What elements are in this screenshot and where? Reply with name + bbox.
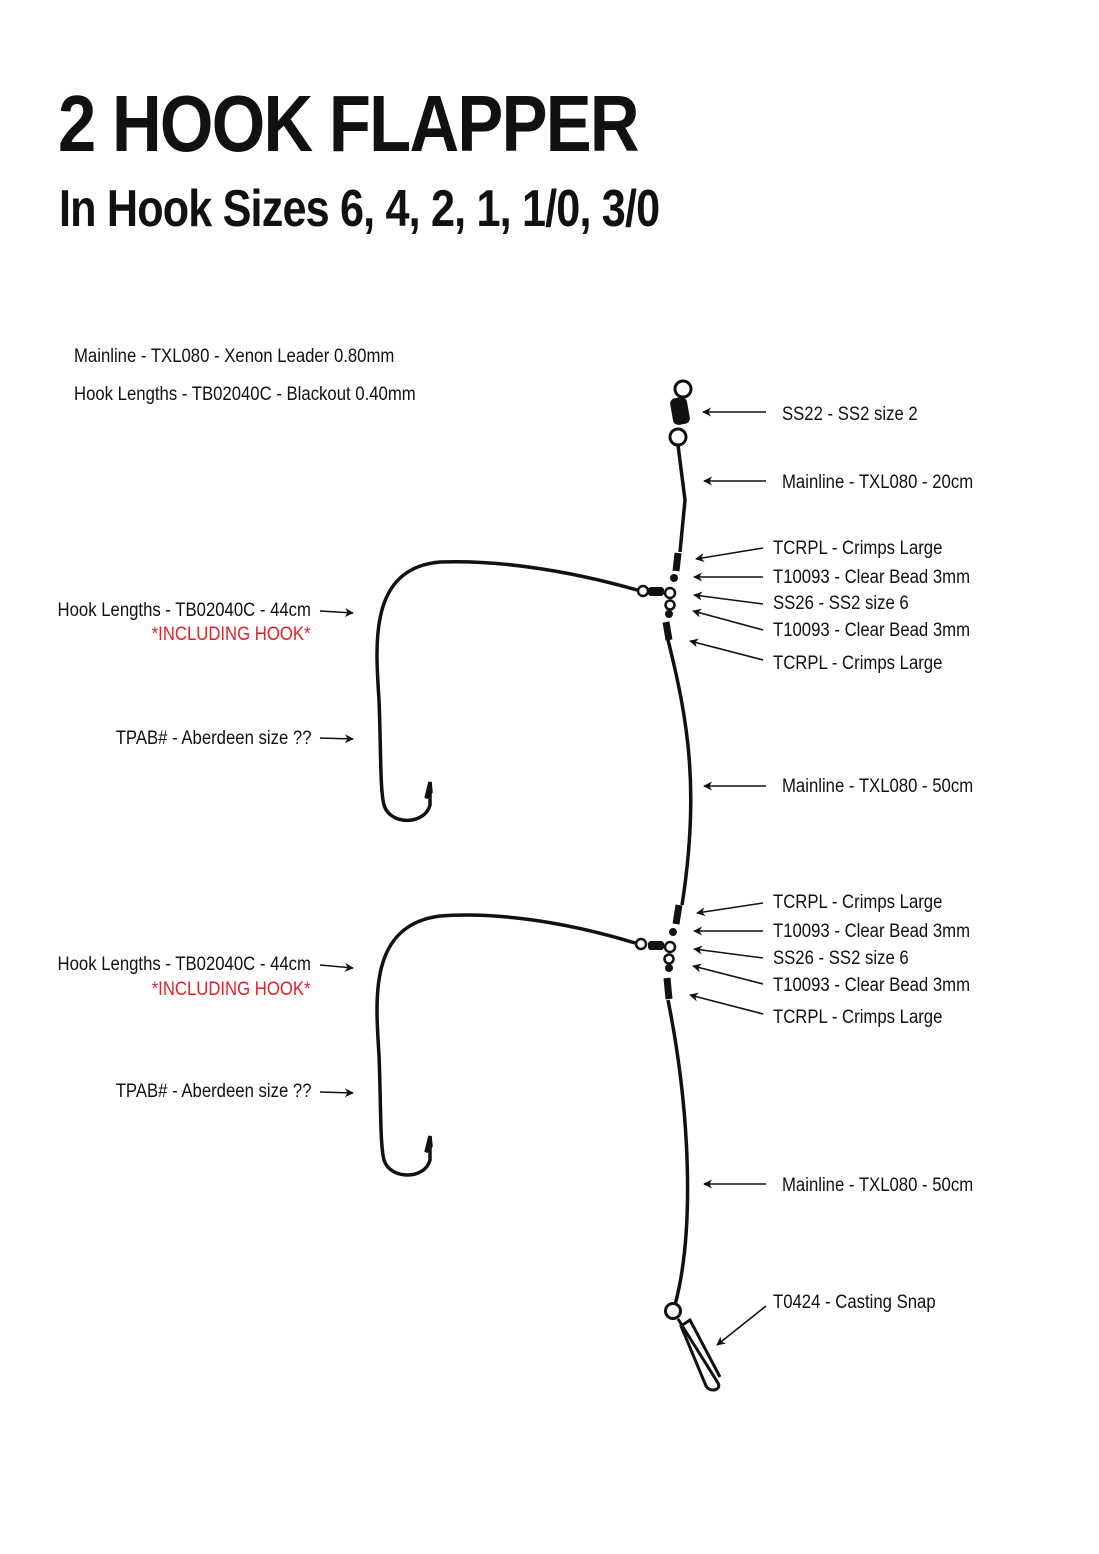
- label-c1-bead-top: T10093 - Clear Bead 3mm: [773, 567, 971, 588]
- label-top-swivel: SS22 - SS2 size 2: [782, 404, 918, 425]
- label-c2-crimp-top: TCRPL - Crimps Large: [773, 892, 943, 913]
- arrow-branch1-hook-length: [320, 611, 353, 613]
- mainline-middle: [668, 640, 691, 905]
- hook-length-1: [377, 562, 637, 821]
- label-branch1-including: *INCLUDING HOOK*: [152, 624, 311, 645]
- label-branch2-including: *INCLUDING HOOK*: [152, 979, 311, 1000]
- arrow-branch2-hook: [320, 1092, 353, 1093]
- label-c2-bead-bottom: T10093 - Clear Bead 3mm: [773, 975, 971, 996]
- label-branch1-hook: TPAB# - Aberdeen size ??: [115, 728, 311, 749]
- label-branch2-hook: TPAB# - Aberdeen size ??: [115, 1081, 311, 1102]
- arrow-c1-swivel: [694, 595, 763, 604]
- pointer-arrows: [320, 412, 766, 1345]
- arrow-c2-swivel: [694, 949, 763, 958]
- info-mainline: Mainline - TXL080 - Xenon Leader 0.80mm: [74, 346, 395, 367]
- label-c1-swivel: SS26 - SS2 size 6: [773, 593, 909, 614]
- label-mid-mainline: Mainline - TXL080 - 50cm: [782, 776, 974, 797]
- label-bottom-mainline: Mainline - TXL080 - 50cm: [782, 1175, 974, 1196]
- arrow-c1-crimp-top: [696, 548, 763, 559]
- cluster1-bead-bottom: [665, 610, 673, 618]
- arrow-branch2-hook-length: [320, 965, 353, 968]
- cluster2-swivel-body: [648, 941, 664, 950]
- page-title: 2 HOOK FLAPPER: [58, 79, 638, 168]
- cluster1-swivel-body: [648, 587, 664, 596]
- page-subtitle: In Hook Sizes 6, 4, 2, 1, 1/0, 3/0: [59, 180, 660, 238]
- arrow-c2-bead-bottom: [693, 966, 763, 984]
- hook-length-2: [377, 915, 635, 1175]
- label-c1-crimp-top: TCRPL - Crimps Large: [773, 538, 943, 559]
- casting-snap: [666, 1304, 721, 1390]
- label-c1-crimp-bottom: TCRPL - Crimps Large: [773, 653, 943, 674]
- cluster1-components: [638, 553, 678, 640]
- cluster1-crimp-top: [676, 553, 678, 571]
- label-top-mainline: Mainline - TXL080 - 20cm: [782, 472, 974, 493]
- arrow-c1-bead-bottom: [693, 611, 763, 630]
- arrow-c1-crimp-bottom: [690, 641, 763, 660]
- mainline-top: [678, 445, 685, 552]
- cluster1-bead-top: [670, 574, 678, 582]
- label-branch2-hook-length: Hook Lengths - TB02040C - 44cm: [57, 954, 311, 975]
- label-c2-crimp-bottom: TCRPL - Crimps Large: [773, 1007, 943, 1028]
- label-c1-bead-bottom: T10093 - Clear Bead 3mm: [773, 620, 971, 641]
- cluster2-bead-top: [669, 928, 677, 936]
- mainline-bottom: [668, 1000, 688, 1305]
- arrow-snap: [717, 1306, 766, 1345]
- cluster2-crimp-bottom: [667, 978, 669, 999]
- label-branch1-hook-length: Hook Lengths - TB02040C - 44cm: [57, 600, 311, 621]
- info-hook-lengths: Hook Lengths - TB02040C - Blackout 0.40mm: [74, 384, 416, 405]
- cluster2-bead-bottom: [665, 964, 673, 972]
- arrow-c2-crimp-bottom: [690, 995, 763, 1014]
- cluster2-crimp-top: [676, 905, 679, 924]
- label-casting-snap: T0424 - Casting Snap: [773, 1292, 936, 1313]
- top-swivel: [670, 381, 691, 445]
- arrow-c2-crimp-top: [697, 903, 763, 913]
- arrow-branch1-hook: [320, 738, 353, 739]
- label-c2-bead-top: T10093 - Clear Bead 3mm: [773, 921, 971, 942]
- label-c2-swivel: SS26 - SS2 size 6: [773, 948, 909, 969]
- cluster1-crimp-bottom: [666, 622, 669, 640]
- cluster2-components: [636, 905, 679, 999]
